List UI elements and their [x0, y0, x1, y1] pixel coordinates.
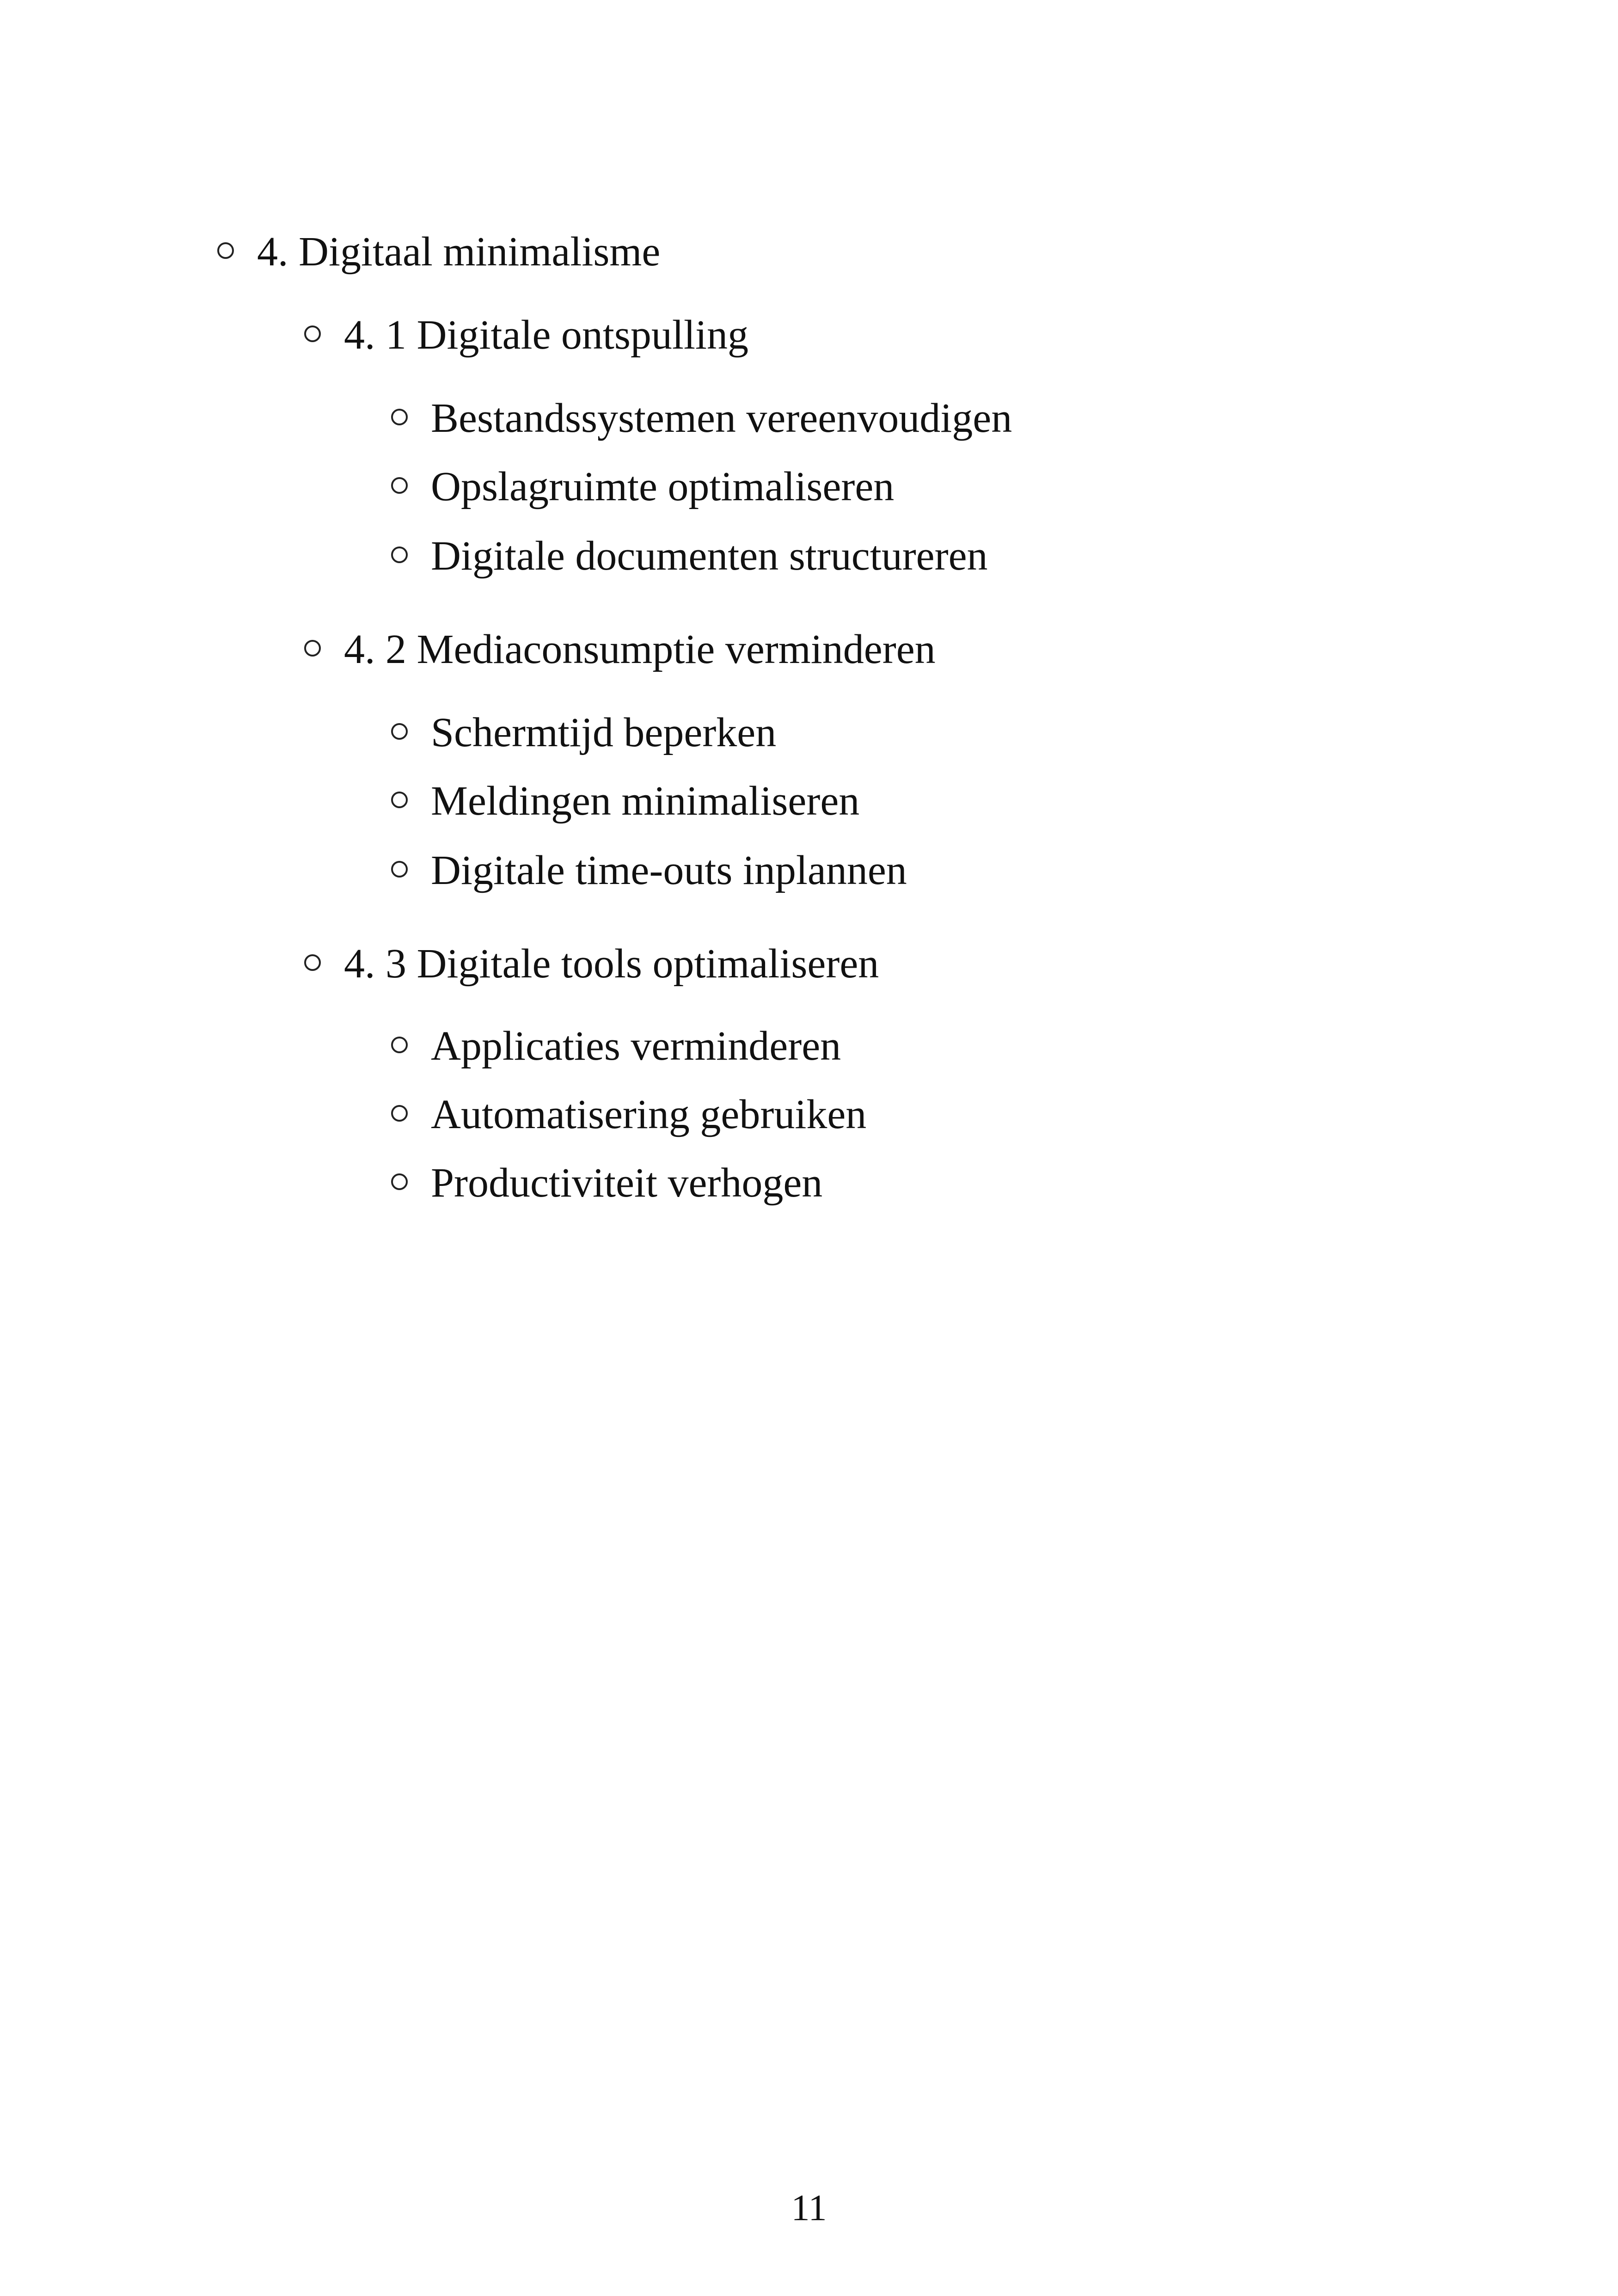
outline-section-title: 4. 1 Digitale ontspulling: [344, 312, 748, 358]
hollow-bullet-icon: [391, 1173, 408, 1190]
outline-section-title: 4. 3 Digitale tools optimaliseren: [344, 941, 879, 987]
outline-item-label: Digitale documenten structureren: [431, 533, 988, 579]
hollow-bullet-icon: [304, 640, 321, 657]
hollow-bullet-icon: [304, 954, 321, 971]
hollow-bullet-icon: [217, 242, 234, 259]
outline-item-label: Digitale time-outs inplannen: [431, 847, 907, 893]
outline-section-title: 4. 2 Mediaconsumptie verminderen: [344, 626, 936, 672]
outline-item-label: Automatisering gebruiken: [431, 1092, 867, 1137]
outline-item-label: Meldingen minimaliseren: [431, 778, 860, 824]
hollow-bullet-icon: [391, 861, 408, 878]
hollow-bullet-icon: [304, 325, 321, 342]
hollow-bullet-icon: [391, 546, 408, 563]
hollow-bullet-icon: [391, 409, 408, 425]
outline-item-label: Opslagruimte optimaliseren: [431, 464, 895, 510]
hollow-bullet-icon: [391, 1105, 408, 1122]
outline-item-label: Schermtijd beperken: [431, 710, 777, 755]
outline-item-label: Productiviteit verhogen: [431, 1160, 823, 1206]
outline-topic-label: 4. Digitaal minimalisme: [257, 229, 661, 275]
hollow-bullet-icon: [391, 723, 408, 740]
hollow-bullet-icon: [391, 477, 408, 494]
outline-item-label: Applicaties verminderen: [431, 1023, 841, 1069]
hollow-bullet-icon: [391, 1037, 408, 1053]
page-number: 11: [791, 2188, 827, 2228]
hollow-bullet-icon: [391, 792, 408, 808]
outline-item-label: Bestandssystemen vereenvoudigen: [431, 395, 1012, 441]
